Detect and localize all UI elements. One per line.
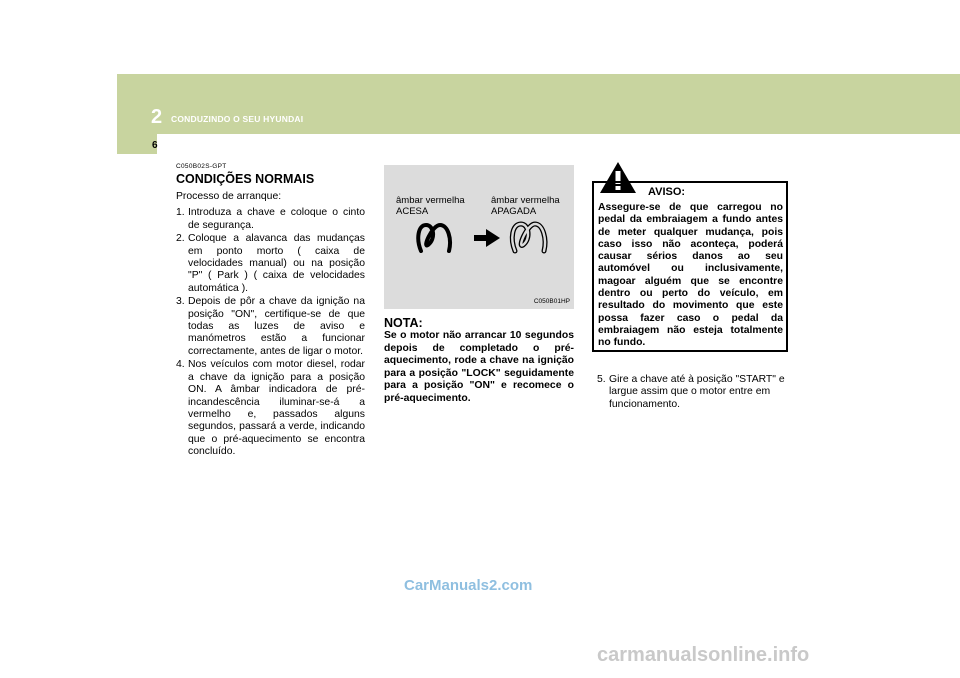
arrow-right-icon (474, 229, 500, 247)
step-text: Depois de pôr a chave da ignição na posição "ON", certifique-se de que todas as luzes de aviso e manómetros estão a funcionar correctamente, antes de ligar o motor. (188, 296, 365, 357)
step-number: 1. (176, 207, 185, 219)
step-5-block (597, 370, 787, 412)
glow-indicator-figure (384, 165, 574, 309)
step-number: 3. (176, 296, 185, 308)
chapter-tab (117, 134, 157, 154)
step-item (176, 207, 365, 232)
watermark-top[interactable]: CarManuals2.com (404, 577, 533, 594)
watermark-bottom[interactable]: carmanualsonline.info (597, 644, 810, 666)
section-intro: Processo de arranque: (176, 191, 282, 202)
header-band (117, 74, 960, 134)
figure-label-left: âmbar vermelha ACESA (396, 195, 465, 217)
step-text: Introduza a chave e coloque o cinto de segurança. (188, 207, 365, 231)
steps-list-continued (597, 374, 787, 411)
step-number: 5. (597, 374, 606, 385)
step-text: Nos veículos com motor diesel, rodar a chave da ignição para a posição ON. A âmbar indicadora de pré-incandescência iluminar-se-á a vermelho e, passados alguns segundos, passará a verde, indicando que o pré-aquecimento se encontra concluído. (188, 359, 365, 458)
chapter-title: CONDUZINDO O SEU HYUNDAI (171, 114, 304, 124)
warning-title: AVISO: (648, 186, 686, 198)
warning-body: Assegure-se de que carregou no pedal da embraiagem a fundo antes de meter qualquer mudança, pois caso isso não aconteça, poderá causar sérios danos ao seu automóvel ou inclusivamente, magoar alguém que se encontre dentro ou perto do veículo, em resultado do movimento que este possa fazer caso o pedal da embraiagem não esteja totalmente no fundo. (598, 202, 783, 349)
step-item (597, 374, 787, 411)
warning-box (592, 181, 788, 352)
step-number: 2. (176, 233, 185, 245)
glow-plug-on-icon (414, 221, 456, 253)
step-item (176, 233, 365, 295)
note-title: NOTA: (384, 316, 423, 330)
figure-code: C050B01HP (533, 298, 570, 305)
section-normal-conditions (176, 163, 365, 460)
step-item (176, 296, 365, 358)
note-block (384, 316, 574, 405)
note-body: Se o motor não arrancar 10 segundos depois de completado o pré-aquecimento, rode a chave na ignição para a posição "LOCK" seguidamente para a posição "ON" e recomece o pré-aquecimento. (384, 330, 574, 404)
step-number: 4. (176, 359, 185, 371)
section-title: CONDIÇÕES NORMAIS (176, 172, 315, 186)
figure-label-right: âmbar vermelha APAGADA (491, 195, 560, 217)
section-code: C050B02S-GPT (176, 163, 227, 170)
step-item (176, 359, 365, 458)
page-number: 6 (152, 140, 158, 151)
chapter-number: 2 (151, 106, 163, 128)
steps-list (176, 207, 365, 458)
step-text: Gire a chave até à posição "START" e largue assim que o motor entre em funcionamento. (609, 374, 785, 410)
step-text: Coloque a alavanca das mudanças em ponto morto ( caixa de velocidades manual) ou na posição "P" ( Park ) ( caixa de velocidades automática ). (188, 233, 365, 294)
glow-plug-off-icon (508, 219, 552, 255)
